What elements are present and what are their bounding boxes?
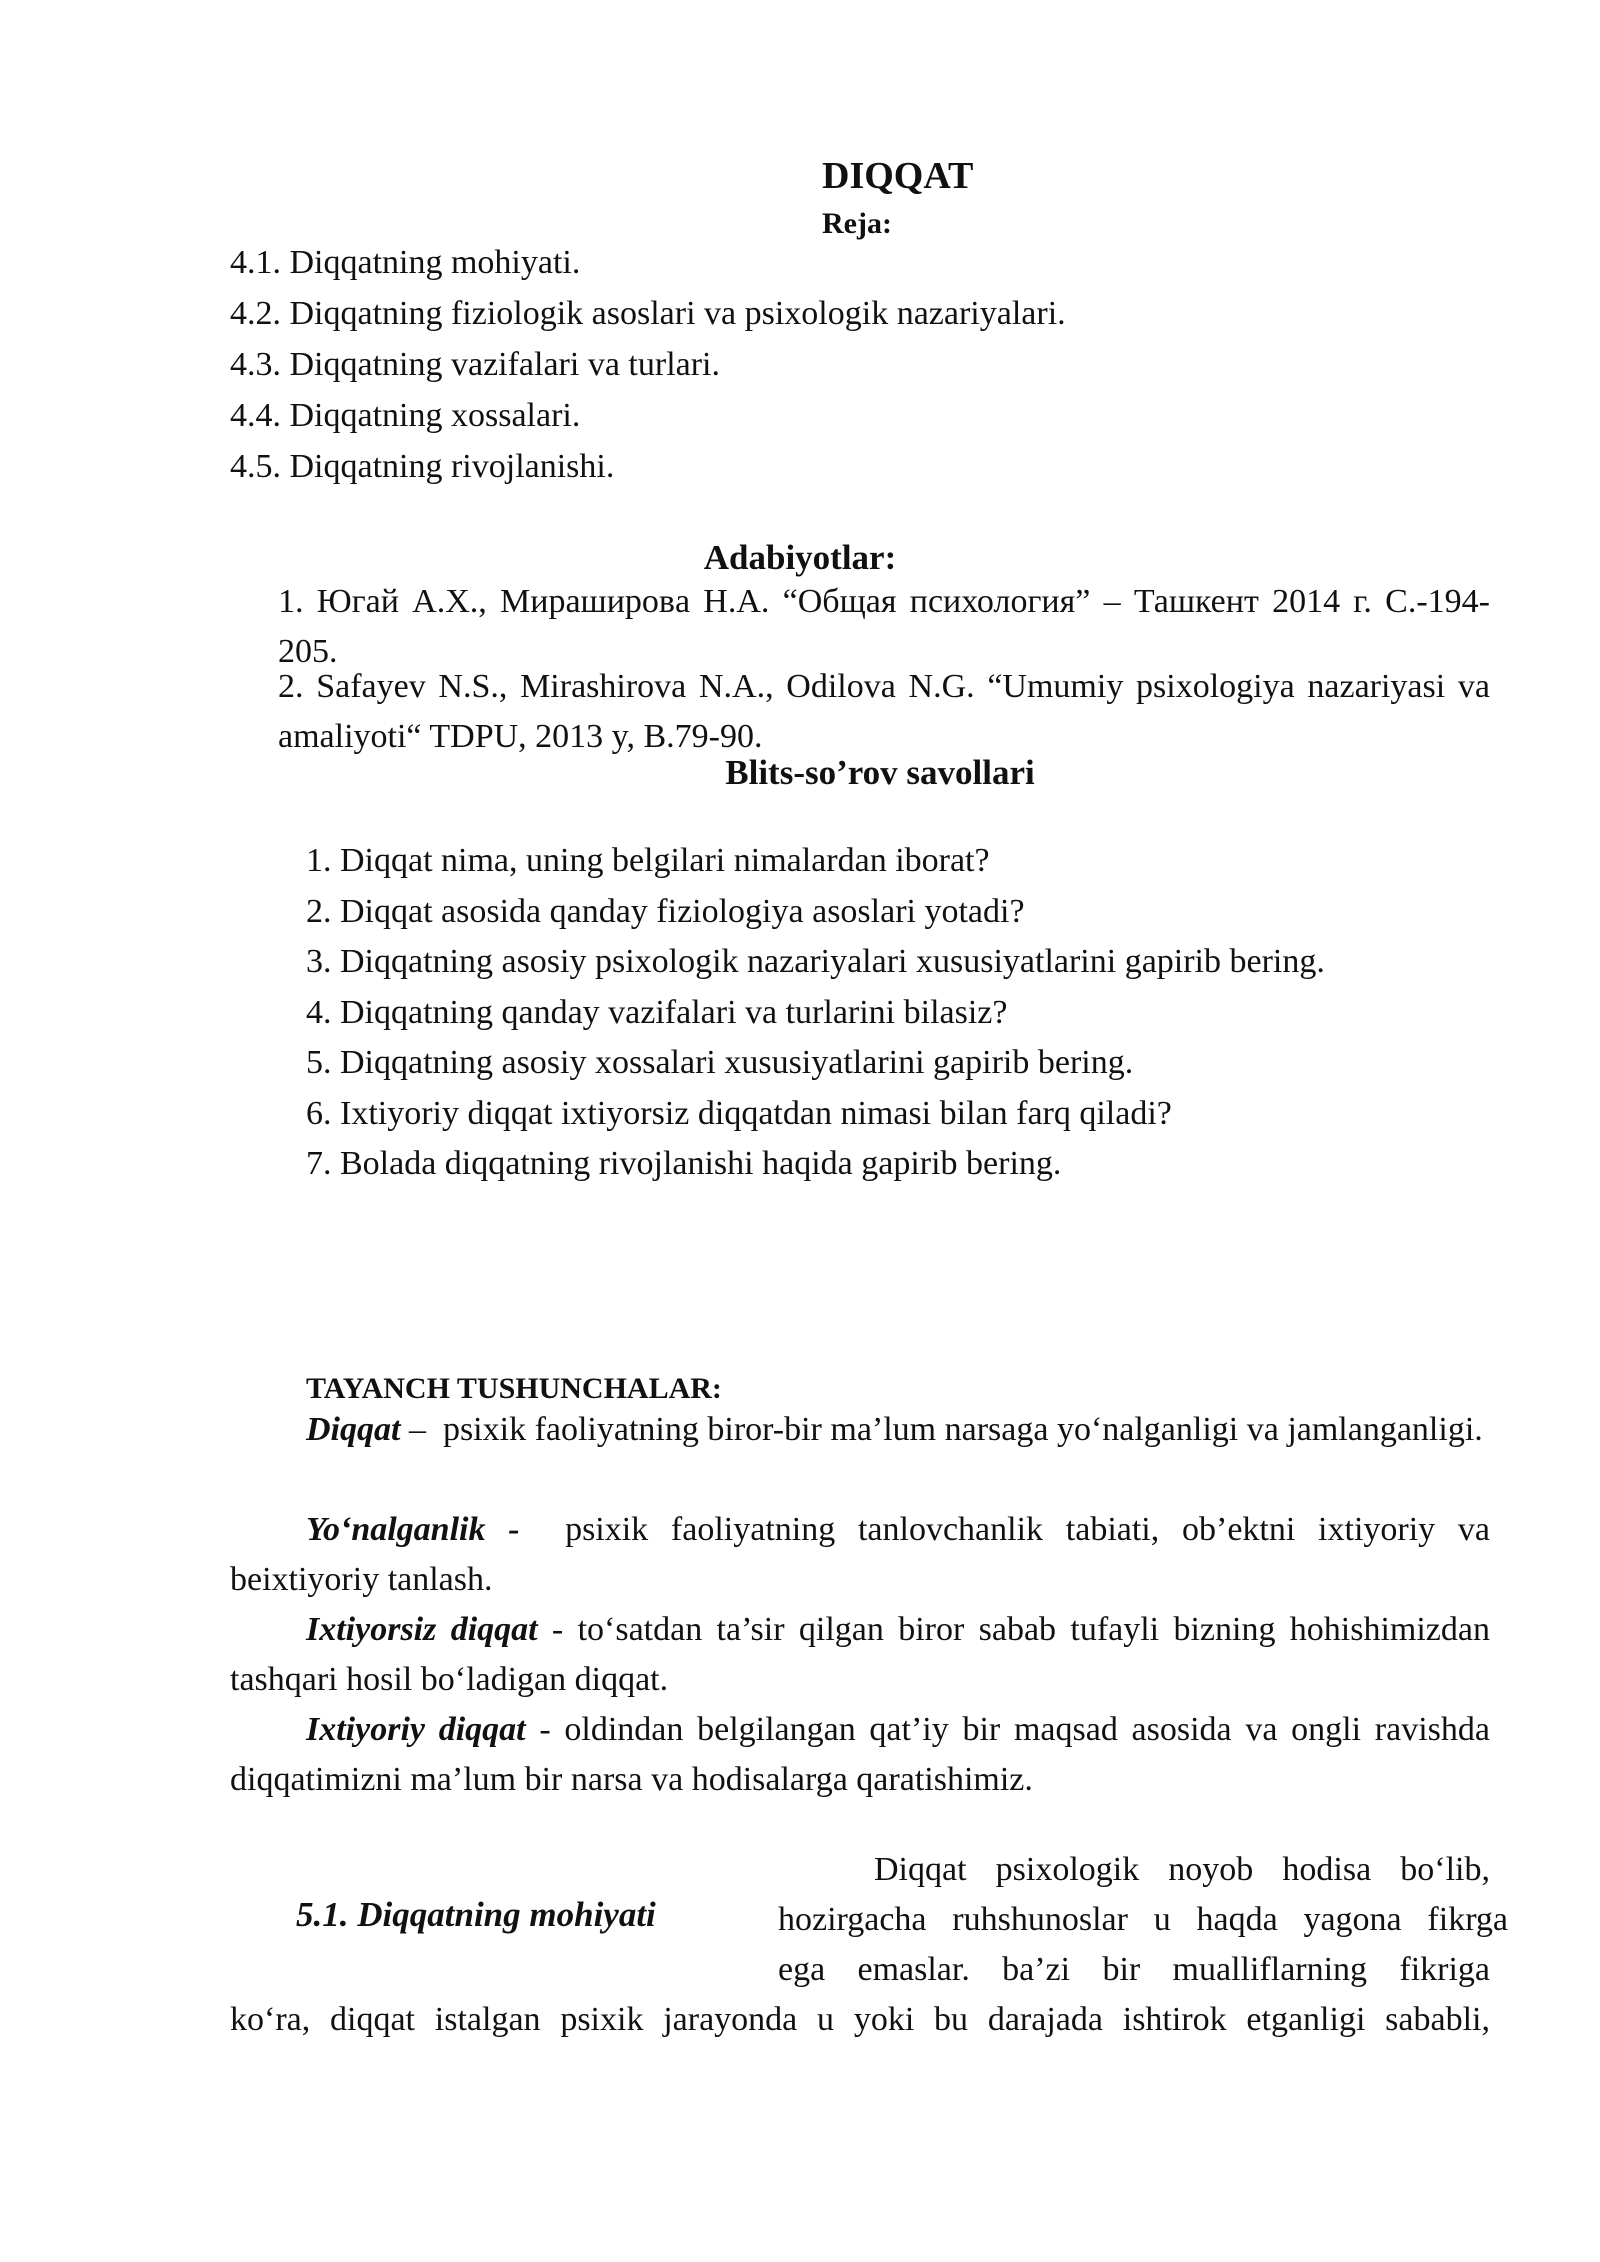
- question-item: 1. Diqqat nima, uning belgilari nimalardan iborat?: [306, 842, 990, 879]
- plan-item: 4.5. Diqqatning rivojlanishi.: [230, 448, 615, 485]
- literature-heading: Adabiyotlar:: [703, 538, 897, 577]
- concept-definition: psixik faoliyatning tanlovchanlik tabiati, ob’ektni ixtiyoriy va beixtiyoriy tanlash.: [230, 1511, 1490, 1598]
- key-concepts-heading: TAYANCH TUSHUNCHALAR:: [306, 1372, 722, 1405]
- concept-term: Yo‘nalganlik -: [306, 1511, 520, 1548]
- page-title: DIQQAT: [822, 155, 974, 197]
- question-item: 3. Diqqatning asosiy psixologik nazariyalari xususiyatlarini gapirib bering.: [306, 943, 1325, 980]
- blitz-heading: Blits-so’rov savollari: [725, 753, 1035, 792]
- question-item: 4. Diqqatning qanday vazifalari va turlarini bilasiz?: [306, 993, 1008, 1031]
- plan-list: [230, 238, 1066, 493]
- section-heading: 5.1. Diqqatning mohiyati: [296, 1895, 656, 1934]
- concept-paragraph: [230, 1705, 1490, 1805]
- concept-term: Ixtiyoriy diqqat: [306, 1711, 526, 1748]
- plan-item: 4.2. Diqqatning fiziologik asoslari va psixologik nazariyalari.: [230, 295, 1066, 332]
- literature-item: 2. Safayev N.S., Mirashirova N.A., Odilova N.G. “Umumiy psixologiya nazariyasi va amaliyoti“ TDPU, 2013 y, B.79-90.: [278, 668, 1490, 755]
- question-item: 5. Diqqatning asosiy xossalari xususiyatlarini gapirib bering.: [306, 1044, 1134, 1081]
- section-text-line: Diqqat psixologik noyob hodisa bo‘lib,: [874, 1851, 1490, 1888]
- section-text-line: hozirgacha ruhshunoslar u haqda yagona fikrga: [778, 1901, 1508, 1938]
- question-item: 2. Diqqat asosida qanday fiziologiya asoslari yotadi?: [306, 892, 1025, 930]
- concept-definition: to‘satdan ta’sir qilgan biror sabab tufayli bizning hohishimizdan tashqari hosil bo‘ladigan diqqat.: [230, 1611, 1490, 1698]
- plan-heading: Reja:: [822, 207, 892, 240]
- concept-definition: oldindan belgilangan qat’iy bir maqsad asosida va ongli ravishda diqqatimizni ma’lum bir narsa va hodisalarga qaratishimiz.: [230, 1711, 1490, 1798]
- concept-paragraph: [230, 1405, 1490, 1455]
- concept-term: Ixtiyorsiz diqqat: [306, 1611, 538, 1648]
- concept-separator: [520, 1511, 566, 1548]
- section-text-line: ko‘ra, diqqat istalgan psixik jarayonda u yoki bu darajada ishtirok etganligi sababli,: [230, 2001, 1490, 2038]
- concept-definition: psixik faoliyatning biror-bir ma’lum narsaga yo‘nalganligi va jamlanganligi.: [442, 1411, 1483, 1448]
- literature-item: 1. Югай А.Х., Мирашировa Н.А. “Общая психология” – Ташкент 2014 г. С.-194-205.: [278, 583, 1490, 670]
- question-list: [306, 836, 1325, 1190]
- plan-item: 4.4. Diqqatning xossalari.: [230, 397, 581, 434]
- section-text-line: ega emaslar. ba’zi bir mualliflarning fikriga: [778, 1951, 1490, 1988]
- concept-separator: -: [537, 1611, 578, 1648]
- question-item: 7. Bolada diqqatning rivojlanishi haqida gapirib bering.: [306, 1145, 1062, 1182]
- concept-separator: -: [525, 1711, 565, 1748]
- plan-item: 4.3. Diqqatning vazifalari va turlari.: [230, 346, 720, 383]
- question-item: 6. Ixtiyoriy diqqat ixtiyorsiz diqqatdan nimasi bilan farq qiladi?: [306, 1094, 1172, 1132]
- concept-paragraph: [230, 1505, 1490, 1605]
- plan-item: 4.1. Diqqatning mohiyati.: [230, 244, 581, 281]
- concept-term: Diqqat: [306, 1411, 401, 1448]
- concept-separator: –: [400, 1411, 443, 1448]
- concept-paragraph: [230, 1605, 1490, 1705]
